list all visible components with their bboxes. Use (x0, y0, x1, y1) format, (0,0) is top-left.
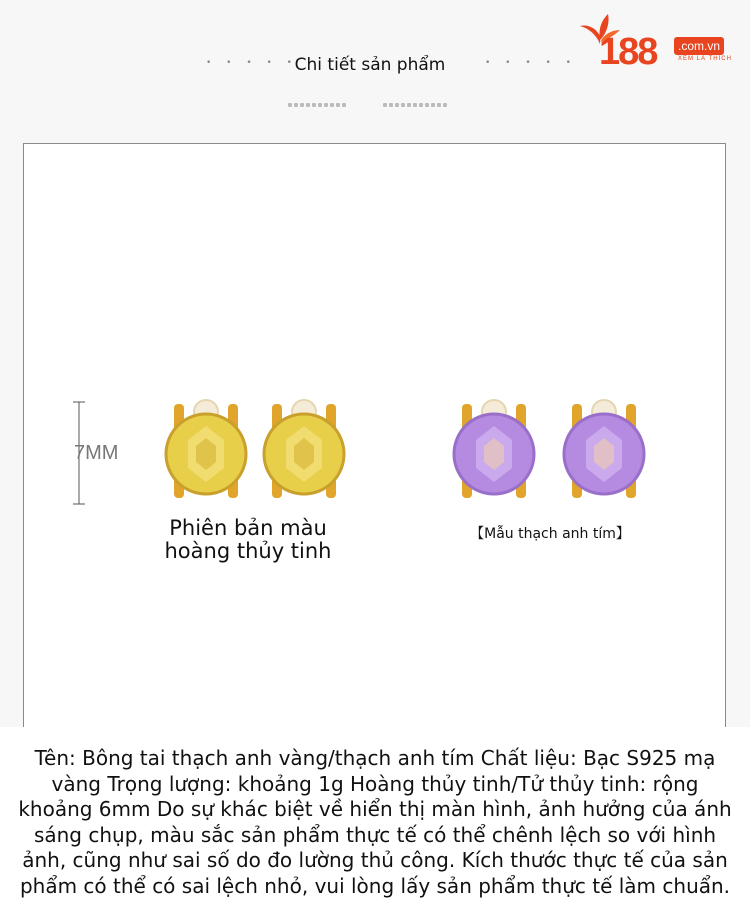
decorative-dots-left: • • • • • (206, 58, 298, 68)
amethyst-caption: 【Mẫu thạch anh tím】 (470, 526, 630, 542)
brand-logo[interactable] (574, 14, 744, 84)
page-title: Chi tiết sản phẩm (294, 55, 446, 75)
product-description: Tên: Bông tai thạch anh vàng/thạch anh tím Chất liệu: Bạc S925 mạ vàng Trọng lượng: khoảng 1g Hoàng thủy tinh/Tử thủy tinh: rộng khoảng 6mm Do sự khác biệt về hiển thị màn hình, ảnh hưởng của ánh sáng chụp, màu sắc sản phẩm thực tế có thể chênh lệch so với hình ảnh, cũng như sai số do đo lường thủ công. Kích thước thực tế của sản phẩm có thể có sai lệch nhỏ, vui lòng lấy sản phẩm thực tế làm chuẩn. (0, 727, 750, 924)
logo-tagline: XEM LÀ THÍCH (678, 56, 732, 62)
blurred-subtitle-right (383, 92, 449, 102)
scale-label: 7MM (74, 442, 119, 464)
logo-number: 188 (599, 31, 657, 73)
citrine-caption: Phiên bản màu hoàng thủy tinh (164, 516, 332, 563)
amethyst-earring-right (558, 396, 650, 502)
blurred-subtitle-left (288, 92, 348, 102)
decorative-dots-right: • • • • • (485, 58, 577, 68)
logo-domain: .com.vn (674, 37, 724, 55)
citrine-earring-left (160, 396, 252, 502)
amethyst-earring-left (448, 396, 540, 502)
citrine-earring-right (258, 396, 350, 502)
